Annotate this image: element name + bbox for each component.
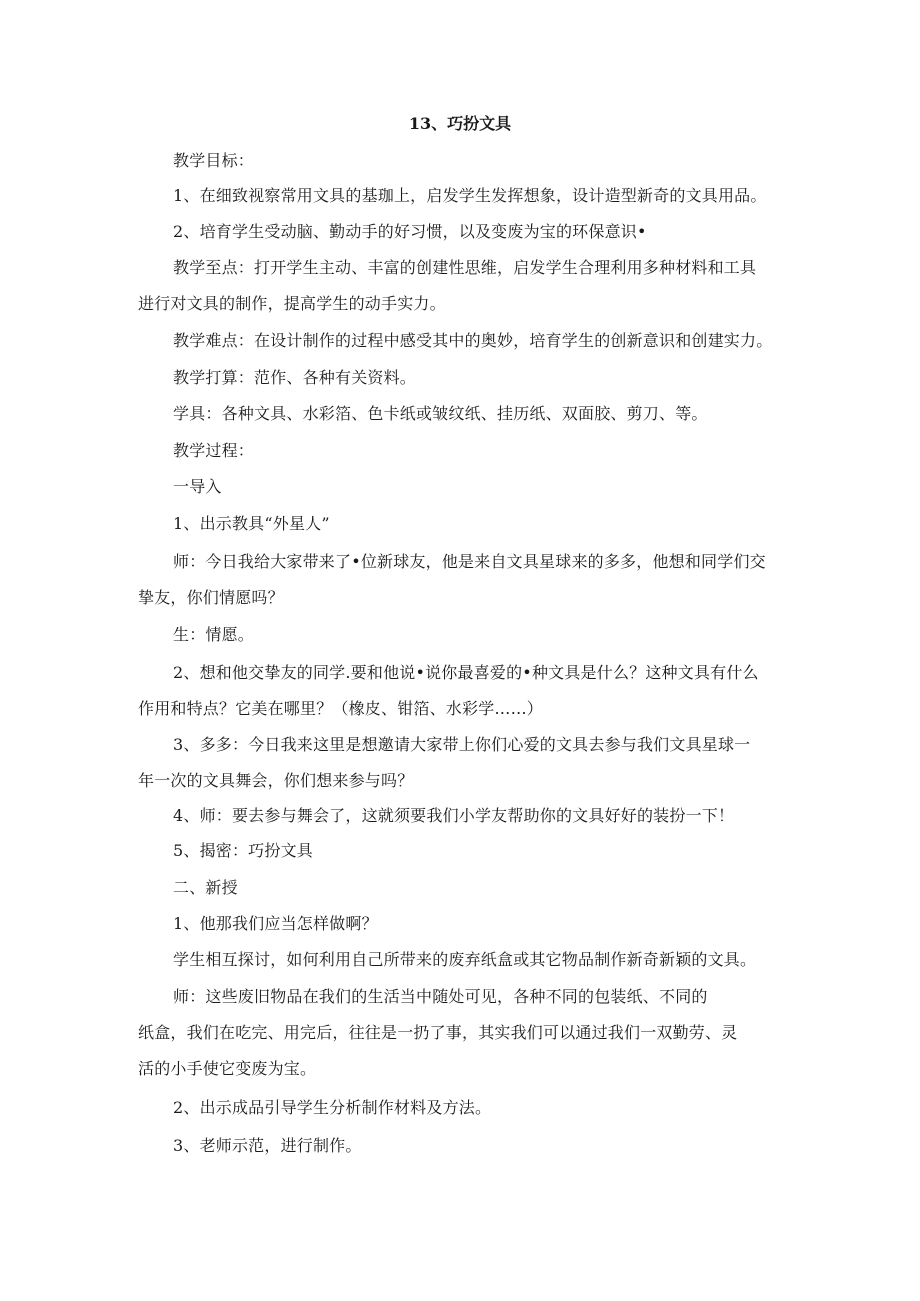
- document-title: 13、巧扮文具: [408, 114, 512, 133]
- paragraph-line: 学生相互探讨，如何利用自己所带来的废弃纸盒或其它物品制作新奇新颖的文具。: [173, 950, 757, 969]
- paragraph-line: 教学至点：打开学生主动、丰富的创建性思维，启发学生合理利用多种材料和工具: [173, 258, 757, 277]
- paragraph-line: 进行对文具的制作，提高学生的动手实力。: [138, 294, 446, 313]
- paragraph-line: 3、老师示范，进行制作。: [173, 1136, 362, 1155]
- paragraph-line: 师：这些废旧物品在我们的生活当中随处可见，各种不同的包装纸、不同的: [173, 987, 708, 1006]
- paragraph-line: 教学难点：在设计制作的过程中感受其中的奥妙，培育学生的创新意识和创建实力。: [173, 331, 773, 350]
- paragraph-line: 2、培育学生受动脑、勤动手的好习惯，以及变废为宝的环保意识•: [173, 222, 647, 241]
- paragraph-line: 3、多多：今日我来这里是想邀请大家带上你们心爱的文具去参与我们文具星球一: [173, 735, 751, 754]
- paragraph-line: 纸盒，我们在吃完、用完后，往往是一扔了事，其实我们可以通过我们一双勤劳、灵: [138, 1023, 738, 1042]
- paragraph-line: 生：情愿。: [173, 625, 255, 644]
- paragraph-line: 年一次的文具舞会，你们想来参与吗？: [138, 771, 414, 790]
- paragraph-line: 教学打算：范作、各种有关资料。: [173, 368, 417, 387]
- paragraph-line: 一导入: [173, 477, 222, 496]
- paragraph-line: 1、出示教具“外星人”: [173, 514, 330, 533]
- paragraph-line: 活的小手使它变废为宝。: [138, 1059, 317, 1078]
- paragraph-line: 5、揭密：巧扮文具: [173, 841, 313, 860]
- paragraph-line: 挚友，你们情愿吗？: [138, 588, 284, 607]
- paragraph-line: 4、师：要去参与舞会了，这就须要我们小学友帮助你的文具好好的装扮一下！: [173, 806, 735, 825]
- paragraph-line: 教学目标：: [173, 151, 255, 170]
- paragraph-line: 2、出示成品引导学生分析制作材料及方法。: [173, 1098, 492, 1117]
- paragraph-line: 作用和特点？它美在哪里？（橡皮、钳箔、水彩学……）: [138, 699, 544, 718]
- paragraph-line: 1、在细致视察常用文具的基珈上，启发学生发挥想象，设计造型新奇的文具用品。: [173, 186, 767, 205]
- paragraph-line: 师：今日我给大家带来了•位新球友，他是来自文具星球来的多多，他想和同学们交: [173, 552, 766, 571]
- paragraph-line: 学具：各种文具、水彩箔、色卡纸或皱纹纸、挂历纸、双面胶、剪刀、等。: [173, 404, 708, 423]
- paragraph-line: 2、想和他交挚友的同学.要和他说•说你最喜爱的•种文具是什么？这种文具有什么: [173, 663, 759, 682]
- paragraph-line: 教学过程：: [173, 441, 255, 460]
- paragraph-line: 1、他那我们应当怎样做啊？: [173, 914, 378, 933]
- paragraph-line: 二、新授: [173, 878, 238, 897]
